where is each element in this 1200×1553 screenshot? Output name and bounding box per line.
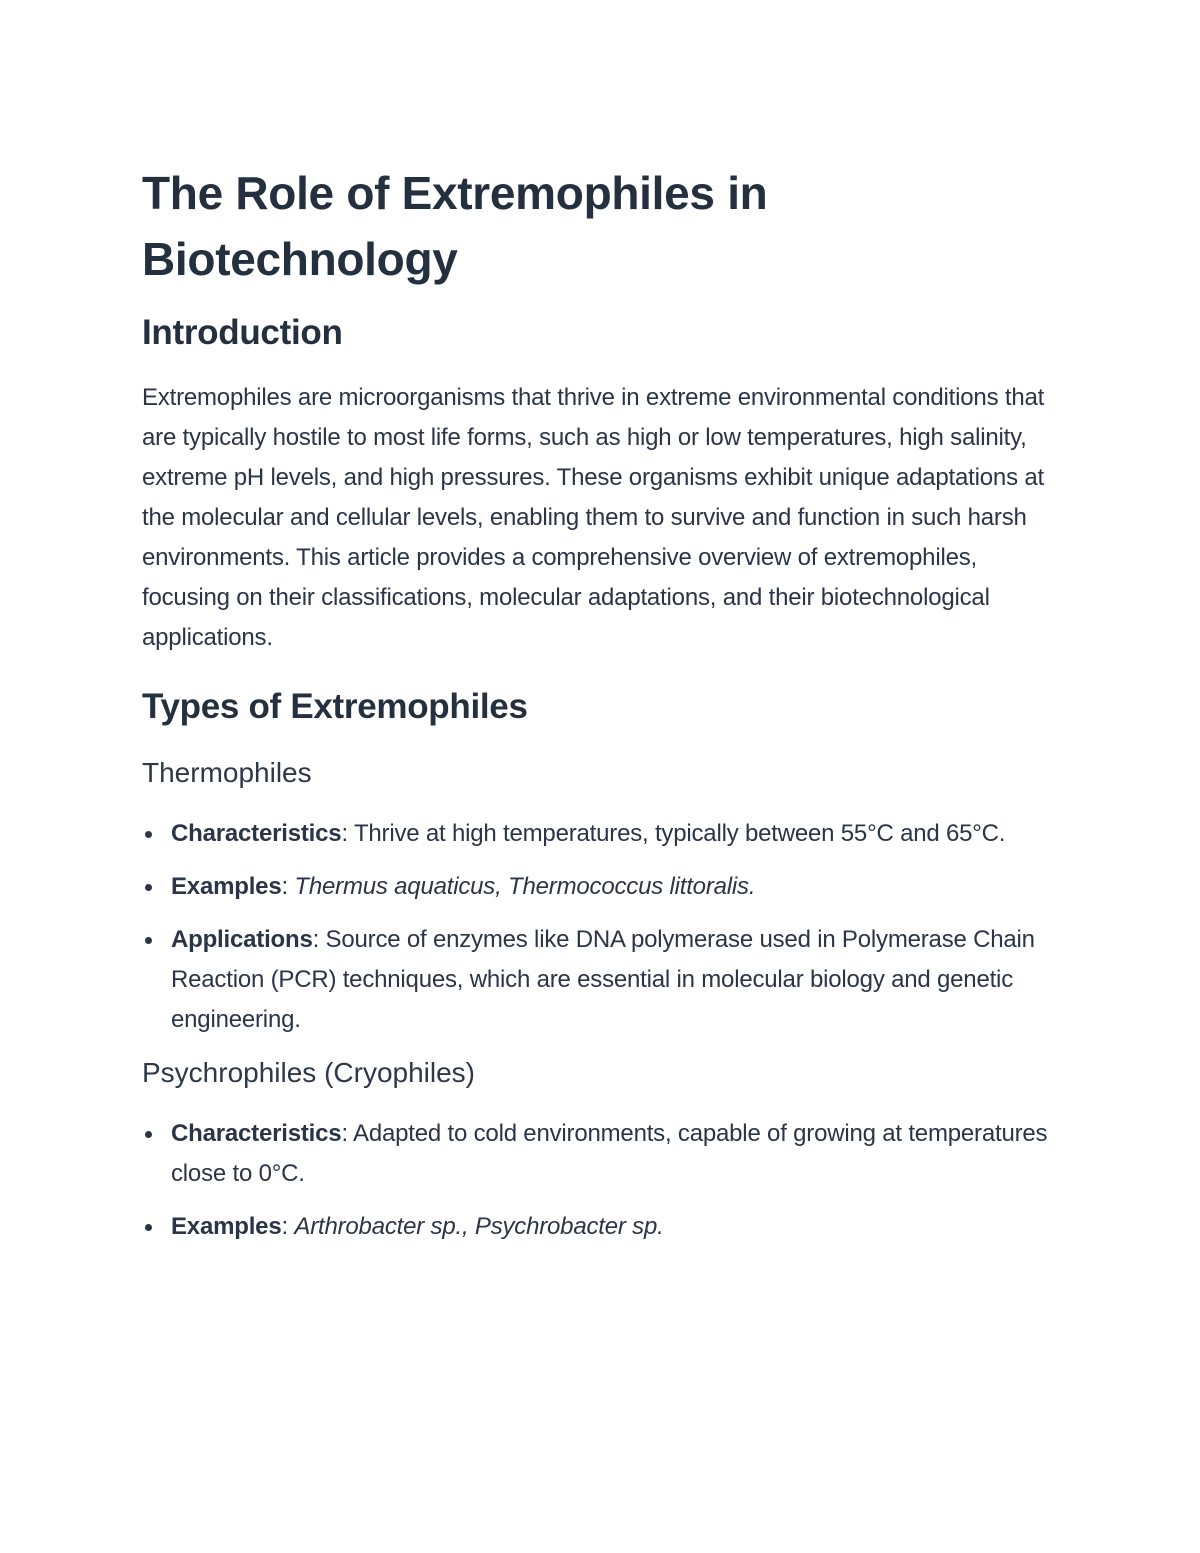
item-text: : Adapted to cold environments, capable of growing at temperatures close to 0°C.: [171, 1120, 1048, 1187]
subsection-heading-psychrophiles: Psychrophiles (Cryophiles): [142, 1057, 476, 1088]
list-item-applications: [142, 920, 1052, 1040]
thermophiles-list: [142, 814, 1052, 1040]
list-item-examples: [142, 867, 1052, 907]
item-label: Characteristics: [171, 820, 342, 847]
subsection-heading-thermophiles: Thermophiles: [142, 757, 312, 788]
psychrophiles-list: [142, 1114, 1052, 1247]
bullet-icon: [145, 831, 152, 838]
bullet-icon: [145, 884, 152, 891]
bullet-icon: [145, 937, 152, 944]
item-separator: :: [281, 1213, 295, 1240]
item-label: Characteristics: [171, 1120, 342, 1147]
list-item-characteristics: [142, 814, 1052, 854]
bullet-icon: [145, 1224, 152, 1231]
bullet-icon: [145, 1131, 152, 1138]
item-label: Examples: [171, 1213, 282, 1240]
item-label: Applications: [171, 926, 313, 953]
item-separator: :: [281, 873, 295, 900]
item-text: : Thrive at high temperatures, typically between 55°C and 65°C.: [341, 820, 1006, 847]
document-page: [142, 160, 1052, 1247]
list-item-characteristics: [142, 1114, 1052, 1194]
document-title: The Role of Extremophiles in Biotechnology: [142, 167, 768, 285]
introduction-paragraph: Extremophiles are microorganisms that thrive in extreme environmental conditions that are typically hostile to most life forms, such as high or low temperatures, high salinity, extreme pH levels, and high pressures. These organisms exhibit unique adaptations at the molecular and cellular levels, enabling them to survive and function in such harsh environments. This article provides a comprehensive overview of extremophiles, focusing on their classifications, molecular adaptations, and their biotechnological applications.: [142, 384, 1045, 651]
list-item-examples: [142, 1207, 1052, 1247]
item-text: Arthrobacter sp., Psychrobacter sp.: [294, 1213, 664, 1240]
section-heading-types: Types of Extremophiles: [142, 687, 528, 726]
section-heading-introduction: Introduction: [142, 313, 343, 352]
item-label: Examples: [171, 873, 282, 900]
item-text: Thermus aquaticus, Thermococcus littoralis.: [294, 873, 756, 900]
item-text: : Source of enzymes like DNA polymerase used in Polymerase Chain Reaction (PCR) techniques, which are essential in molecular biology and genetic engineering.: [171, 926, 1035, 1033]
